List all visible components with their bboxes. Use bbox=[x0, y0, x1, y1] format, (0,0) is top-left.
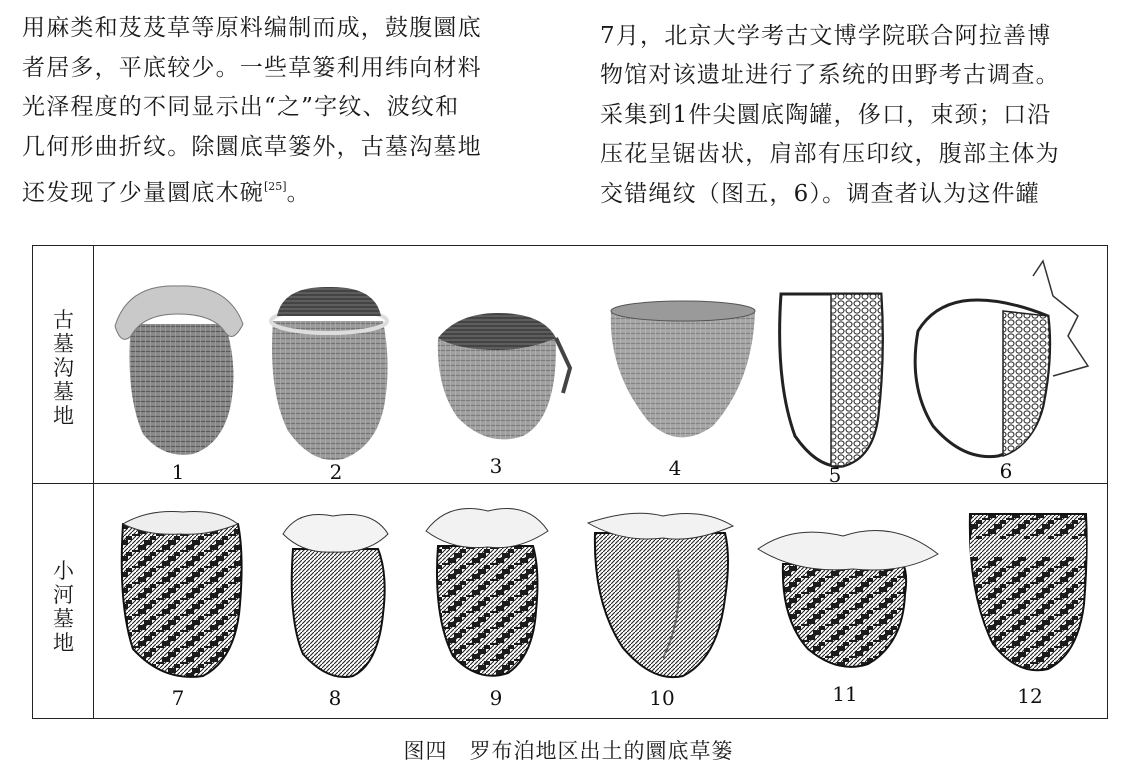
left-line-1: 用麻类和芨芨草等原料编制而成，鼓腹圜底 bbox=[22, 15, 482, 41]
basket-drawing-12 bbox=[958, 504, 1098, 684]
left-line-4: 几何形曲折纹。除圜底草篓外，古墓沟墓地 bbox=[22, 133, 482, 160]
basket-number: 3 bbox=[489, 454, 503, 478]
left-line-5 bbox=[22, 167, 542, 214]
basket-drawing-9 bbox=[418, 501, 558, 686]
row1-char: 沟 bbox=[53, 356, 74, 380]
basket-number: 6 bbox=[999, 459, 1013, 483]
figure-caption: 图四 罗布泊地区出土的圜底草篓 bbox=[403, 739, 734, 763]
basket-number: 8 bbox=[328, 686, 342, 710]
basket-number: 2 bbox=[329, 460, 343, 484]
row1-char: 墓 bbox=[53, 380, 74, 404]
left-text-column bbox=[22, 9, 542, 214]
row1-char: 墓 bbox=[53, 332, 74, 356]
right-line-3: 采集到1件尖圜底陶罐，侈口，束颈；口沿 bbox=[600, 101, 1052, 128]
right-line-1: 7月，北京大学考古文博学院联合阿拉善博 bbox=[600, 22, 1052, 49]
basket-drawing-5 bbox=[773, 286, 893, 471]
row2-char: 地 bbox=[53, 631, 74, 655]
basket-drawing-8 bbox=[278, 504, 398, 684]
right-line-2: 物馆对该遗址进行了系统的田野考古调查。 bbox=[600, 62, 1060, 88]
basket-drawing-11 bbox=[753, 514, 943, 679]
basket-photo-2 bbox=[263, 281, 398, 466]
right-line-4: 压花呈锯齿状，肩部有压印纹，腹部主体为 bbox=[600, 141, 1060, 167]
left-line-5-tail: 。 bbox=[286, 180, 311, 206]
left-line-2: 者居多，平底较少。一些草篓利用纬向材料 bbox=[22, 54, 482, 81]
row-label-gumugou bbox=[33, 308, 94, 428]
basket-number: 9 bbox=[489, 686, 503, 710]
row1-char: 古 bbox=[53, 308, 74, 332]
footnote-ref: [25] bbox=[264, 180, 287, 193]
basket-figure bbox=[32, 245, 1108, 719]
basket-drawing-6 bbox=[903, 256, 1103, 466]
basket-drawing-7 bbox=[108, 504, 258, 684]
right-text-column bbox=[600, 0, 1120, 214]
basket-number: 7 bbox=[171, 686, 185, 710]
basket-drawing-10 bbox=[583, 508, 743, 688]
left-line-3: 光泽程度的不同显示出“之”字纹、波纹和 bbox=[22, 94, 460, 120]
basket-number: 5 bbox=[828, 463, 842, 487]
right-line-cut bbox=[600, 0, 1120, 17]
row2-char: 小 bbox=[53, 559, 74, 583]
basket-number: 1 bbox=[171, 460, 185, 484]
basket-photo-4 bbox=[603, 296, 763, 456]
basket-number: 10 bbox=[649, 686, 675, 710]
right-line-5: 交错绳纹（图五，6）。调查者认为这件罐 bbox=[600, 180, 1040, 207]
basket-number: 12 bbox=[1017, 684, 1043, 708]
row2-char: 墓 bbox=[53, 607, 74, 631]
row-label-xiaohe bbox=[33, 559, 94, 655]
figure-row-divider bbox=[33, 483, 1107, 484]
basket-number: 4 bbox=[668, 456, 682, 480]
row1-char: 地 bbox=[53, 404, 74, 428]
row2-char: 河 bbox=[53, 583, 74, 607]
basket-number: 11 bbox=[832, 682, 858, 706]
basket-photo-3 bbox=[428, 308, 578, 448]
left-line-5-text: 还发现了少量圜底木碗 bbox=[22, 180, 264, 206]
basket-photo-1 bbox=[103, 274, 253, 464]
